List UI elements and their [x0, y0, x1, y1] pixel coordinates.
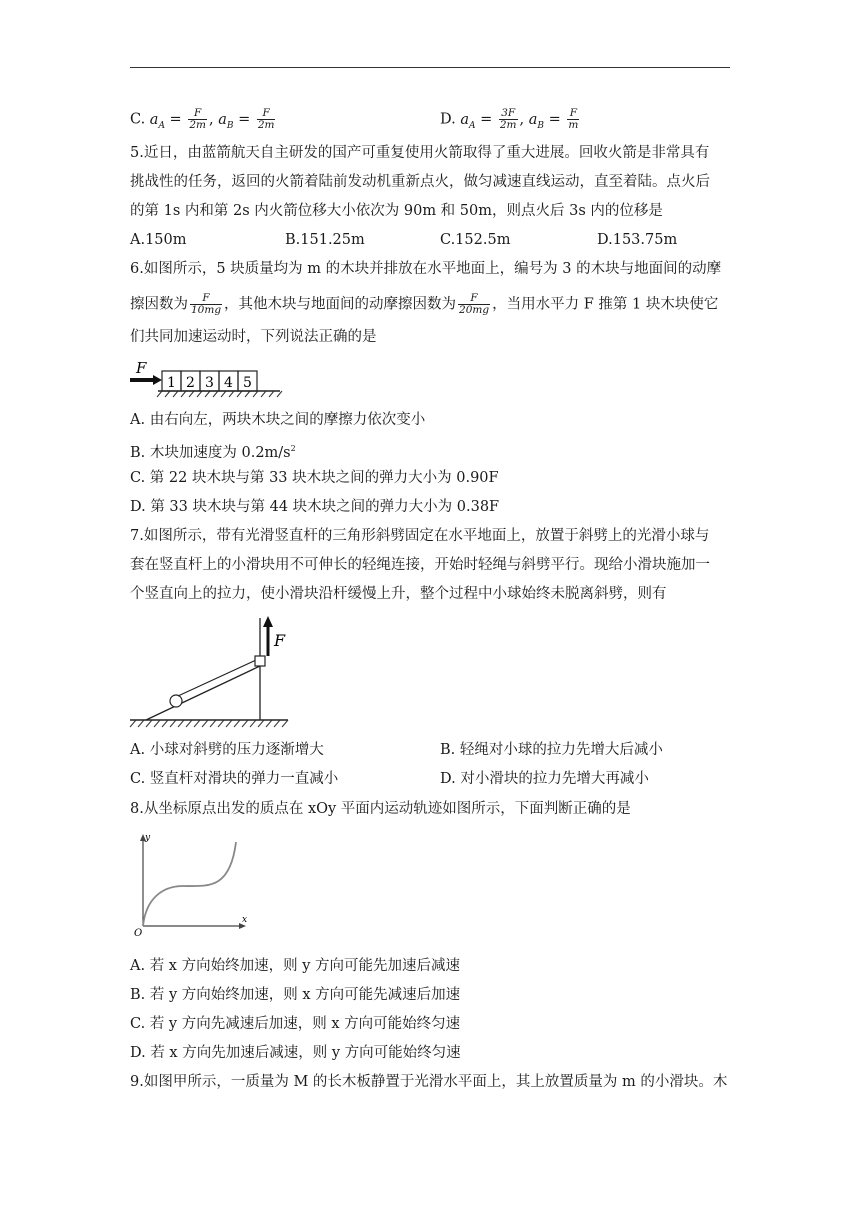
q5-line-2: 挑战性的任务，返回的火箭着陆前发动机重新点火，做匀减速直线运动，直至着陆。点火后: [130, 174, 710, 190]
block-label-2: 2: [186, 375, 195, 391]
q5-option-b: B.151.25m: [285, 232, 365, 248]
q7-option-b: B. 轻绳对小球的拉力先增大后减小: [440, 742, 663, 758]
q5-option-c: C.152.5m: [440, 232, 511, 248]
q4-d-fraction-a: $\frac{3F}{2m}$: [499, 107, 517, 131]
q6-option-c: C. 第 22 块木块与第 33 块木块之间的弹力大小为 0.90F: [130, 470, 499, 486]
trajectory-curve: [143, 842, 236, 926]
q8-option-b: B. 若 y 方向始终加速，则 x 方向可能先减速后加速: [130, 987, 461, 1003]
q4-d-fraction-b: $\frac{F}{m}$: [568, 107, 579, 131]
slider-block: [255, 656, 265, 666]
q7-line-1: 7.如图所示，带有光滑竖直杆的三角形斜劈固定在水平地面上，放置于斜劈上的光滑小球与: [130, 528, 710, 544]
incline-surface: [146, 666, 260, 720]
q7-line-3: 个竖直向上的拉力，使小滑块沿杆缓慢上升，整个过程中小球始终未脱离斜劈，则有: [130, 586, 667, 602]
axis-x-label: x: [242, 915, 248, 925]
q6-option-b: B. 木块加速度为 $0.2m/s^2$: [130, 444, 296, 461]
block-label-4: 4: [224, 375, 233, 391]
q7-incline-figure: [128, 612, 293, 732]
small-ball: [170, 695, 182, 707]
q6-line-2: 擦因数为 $\frac{F}{10mg}$ ，其他木块与地面间的动摩擦因数为 $\frac{F}{20mg}$ ，当用水平力 F 推第 1 块木块使它: [130, 292, 719, 316]
q8-trajectory-figure: [128, 828, 258, 940]
block-label-1: 1: [167, 375, 176, 391]
q9-line-1: 9.如图甲所示，一质量为 M 的长木板静置于光滑水平面上，其上放置质量为 m 的小滑块。木: [130, 1074, 728, 1090]
q6-blocks-figure: [128, 360, 288, 402]
q6-force-label: F: [136, 360, 147, 377]
q7-force-label: F: [274, 631, 286, 650]
block-label-5: 5: [243, 375, 252, 391]
q8-option-d: D. 若 x 方向先加速后减速，则 y 方向可能始终匀速: [130, 1045, 461, 1061]
q5-option-a: A.150m: [130, 232, 187, 248]
q5-line-3: 的第 1s 内和第 2s 内火箭位移大小依次为 90m 和 50m，则点火后 3s 内的位移是: [130, 203, 663, 219]
q8-line-1: 8.从坐标原点出发的质点在 xOy 平面内运动轨迹如图所示，下面判断正确的是: [130, 801, 631, 817]
q4-c-fraction-a: $\frac{F}{2m}$: [189, 107, 206, 131]
q8-option-c: C. 若 y 方向先减速后加速，则 x 方向可能始终匀速: [130, 1016, 461, 1032]
header-rule: [130, 67, 730, 68]
q4-c-fraction-b: $\frac{F}{2m}$: [257, 107, 275, 131]
q5-line-1: 5.近日，由蓝箭航天自主研发的国产可重复使用火箭取得了重大进展。回收火箭是非常具有: [130, 145, 710, 161]
axis-y-label: y: [145, 833, 151, 843]
q6-friction-fraction-1: $\frac{F}{10mg}$: [191, 292, 222, 316]
q4-option-c: C. $a_A$ = $\frac{F}{2m}$ , $a_B$ = $\frac{F}{2m}$: [130, 107, 275, 131]
q7-line-2: 套在竖直杆上的小滑块用不可伸长的轻绳连接，开始时轻绳与斜劈平行。现给小滑块施加一: [130, 557, 710, 573]
q5-option-d: D.153.75m: [597, 232, 678, 248]
q6-option-d: D. 第 33 块木块与第 44 块木块之间的弹力大小为 0.38F: [130, 499, 500, 515]
light-rope: [178, 660, 256, 696]
block-label-3: 3: [205, 375, 214, 391]
q7-option-c: C. 竖直杆对滑块的弹力一直减小: [130, 771, 339, 787]
q6-friction-fraction-2: $\frac{F}{20mg}$: [459, 292, 490, 316]
q6-option-a: A. 由右向左，两块木块之间的摩擦力依次变小: [130, 412, 426, 428]
q6-line-3: 们共同加速运动时，下列说法正确的是: [130, 329, 377, 345]
origin-label: O: [134, 928, 143, 939]
q7-option-d: D. 对小滑块的拉力先增大再减小: [440, 771, 649, 787]
q7-option-a: A. 小球对斜劈的压力逐渐增大: [130, 742, 324, 758]
q6-line-1: 6.如图所示，5 块质量均为 m 的木块并排放在水平地面上，编号为 3 的木块与地面间的动摩: [130, 261, 722, 277]
q4-option-d: D. $a_A$ = $\frac{3F}{2m}$ , $a_B$ = $\frac{F}{m}$: [440, 107, 579, 131]
q8-option-a: A. 若 x 方向始终加速，则 y 方向可能先加速后减速: [130, 958, 460, 974]
